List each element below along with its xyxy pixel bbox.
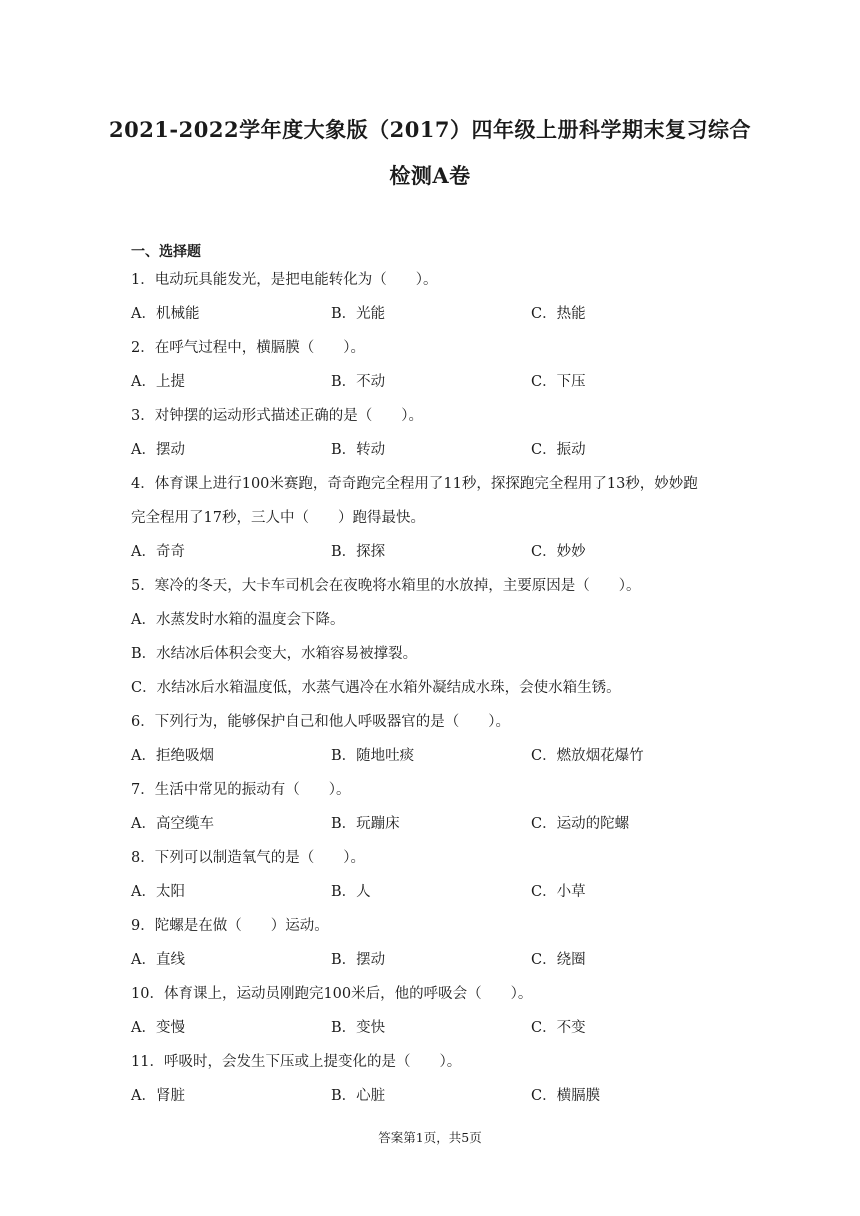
option-a: A．奇奇 (131, 544, 185, 560)
option-c: C．运动的陀螺 (531, 816, 630, 832)
option-c: C．不变 (531, 1020, 586, 1036)
question-11-stem: 11．呼吸时，会发生下压或上提变化的是（ ）。 (131, 1054, 462, 1070)
option-b: B．人 (331, 884, 371, 900)
option-a: A．高空缆车 (131, 816, 214, 832)
option-a: A．机械能 (131, 306, 200, 322)
question-6-stem: 6．下列行为，能够保护自己和他人呼吸器官的是（ ）。 (131, 714, 510, 730)
question-6-options (131, 739, 731, 773)
question-3-stem: 3．对钟摆的运动形式描述正确的是（ ）。 (131, 408, 423, 424)
question-7-options (131, 807, 731, 841)
question-2-options (131, 365, 731, 399)
option-a: A．摆动 (131, 442, 185, 458)
option-c: C．燃放烟花爆竹 (531, 748, 644, 764)
option-c: C．下压 (531, 374, 586, 390)
option-b: B．不动 (331, 374, 386, 390)
question-9-stem: 9．陀螺是在做（ ）运动。 (131, 918, 329, 934)
question-4-stem-line-2: 完全程用了17秒，三人中（ ）跑得最快。 (131, 510, 425, 526)
question-11-options (131, 1079, 731, 1113)
question-8-options (131, 875, 731, 909)
section-heading: 一、选择题 (131, 244, 201, 260)
option-b: B．心脏 (331, 1088, 386, 1104)
option-b: B．变快 (331, 1020, 386, 1036)
question-9-options (131, 943, 731, 977)
question-3-options (131, 433, 731, 467)
option-a: A．上提 (131, 374, 185, 390)
option-b: B．摆动 (331, 952, 386, 968)
option-a: A．太阳 (131, 884, 185, 900)
option-a: A．水蒸发时水箱的温度会下降。 (131, 612, 345, 628)
question-1-stem: 1．电动玩具能发光，是把电能转化为（ ）。 (131, 272, 438, 288)
option-c: C．水结冰后水箱温度低，水蒸气遇冷在水箱外凝结成水珠，会使水箱生锈。 (131, 680, 621, 696)
question-10-stem: 10．体育课上，运动员刚跑完100米后，他的呼吸会（ ）。 (131, 986, 533, 1002)
option-b: B．探探 (331, 544, 386, 560)
option-b: B．光能 (331, 306, 386, 322)
option-c: C．绕圈 (531, 952, 586, 968)
question-1-options (131, 297, 731, 331)
option-c: C．小草 (531, 884, 586, 900)
question-list (131, 263, 731, 1113)
title-line-1: 2021-2022学年度大象版（2017）四年级上册科学期末复习综合 (108, 117, 752, 142)
option-b: B．随地吐痰 (331, 748, 415, 764)
option-c: C．热能 (531, 306, 586, 322)
option-a: A．拒绝吸烟 (131, 748, 214, 764)
question-4-stem-line-1: 4．体育课上进行100米赛跑，奇奇跑完全程用了11秒，探探跑完全程用了13秒，妙妙跑 (131, 476, 698, 492)
question-2-stem: 2．在呼气过程中，横膈膜（ ）。 (131, 340, 365, 356)
page-footer: 答案第1页，共5页 (378, 1130, 482, 1145)
option-c: C．振动 (531, 442, 586, 458)
question-10-options (131, 1011, 731, 1045)
option-b: B．玩蹦床 (331, 816, 400, 832)
option-a: A．肾脏 (131, 1088, 185, 1104)
option-a: A．变慢 (131, 1020, 185, 1036)
option-c: C．妙妙 (531, 544, 586, 560)
option-c: C．横膈膜 (531, 1088, 601, 1104)
question-5-stem: 5．寒冷的冬天，大卡车司机会在夜晚将水箱里的水放掉，主要原因是（ ）。 (131, 578, 641, 594)
option-a: A．直线 (131, 952, 185, 968)
option-b: B．转动 (331, 442, 386, 458)
option-b: B．水结冰后体积会变大，水箱容易被撑裂。 (131, 646, 418, 662)
question-7-stem: 7．生活中常见的振动有（ ）。 (131, 782, 351, 798)
question-4-options (131, 535, 731, 569)
question-8-stem: 8．下列可以制造氧气的是（ ）。 (131, 850, 365, 866)
title-line-2: 检测A卷 (389, 163, 471, 188)
